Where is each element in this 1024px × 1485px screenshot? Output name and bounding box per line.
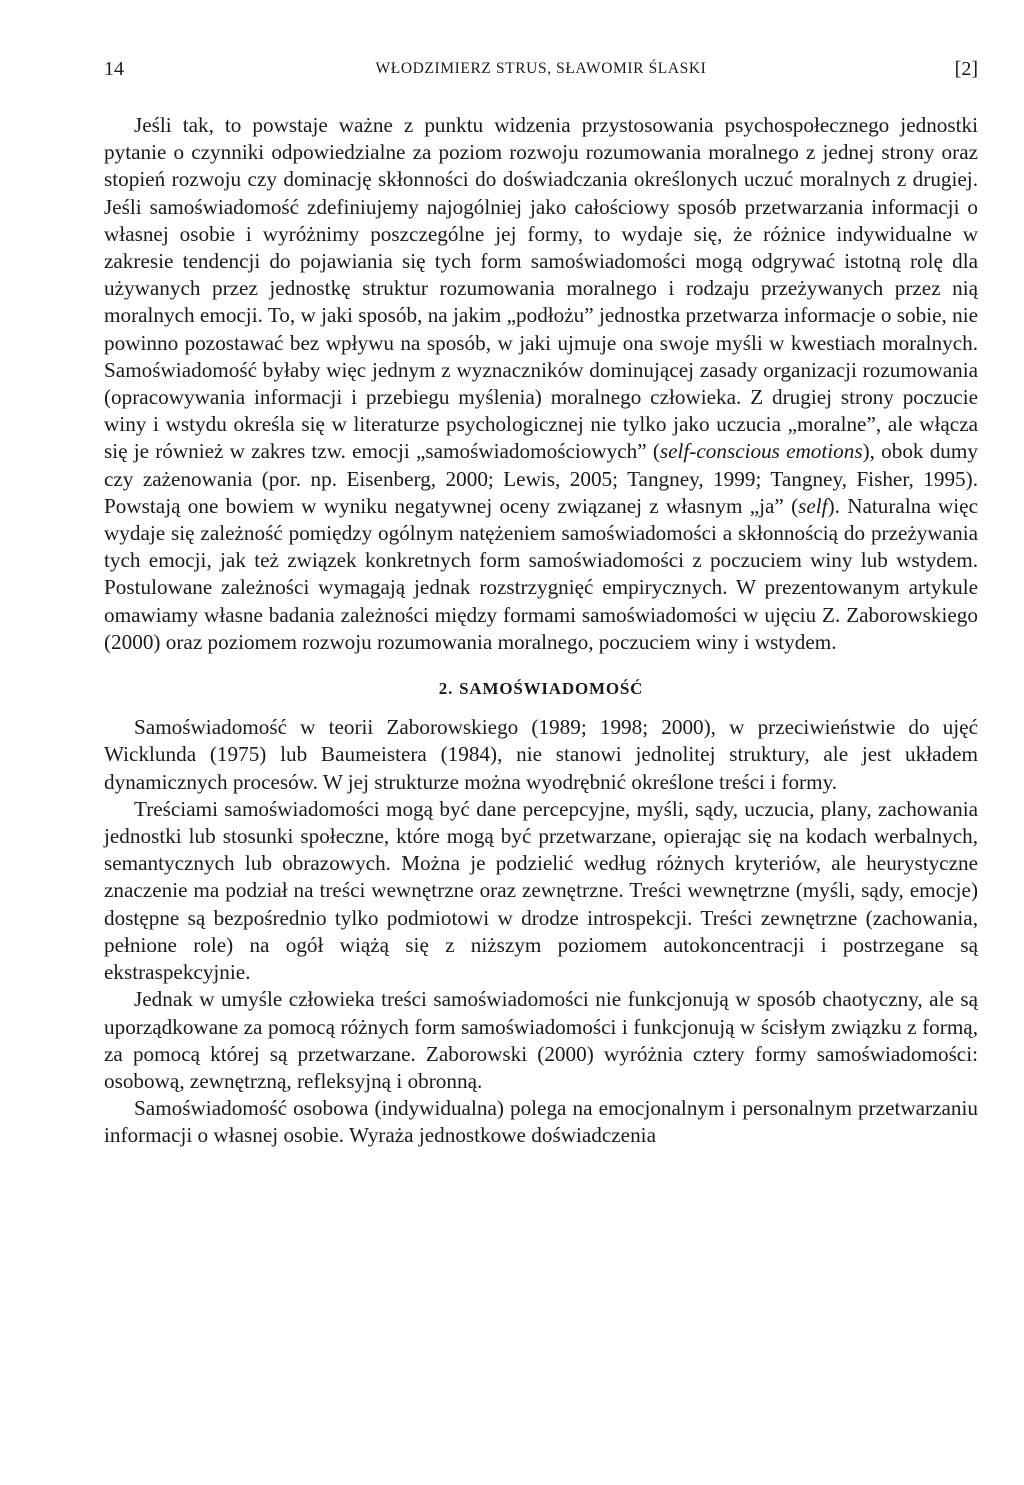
intro-paragraph: [104, 112, 978, 656]
page-number: 14: [104, 58, 124, 80]
body-text: [104, 112, 978, 1150]
intro-text-part-2: ), obok dumy czy zażenowania (por. np. Eisenberg, 2000; Lewis, 2005; Tangney, 1999; Tangney, Fisher, 1995). Powstają one bowiem w wyniku negatywnej oceny związanej z własnym „ja” (: [104, 439, 978, 518]
section-number: 2.: [438, 679, 454, 699]
section-title: SAMOŚWIADOMOŚĆ: [459, 679, 644, 699]
section-paragraph-3: Jednak w umyśle człowieka treści samoświadomości nie funkcjonują w sposób chaotyczny, ale są uporządkowane za pomocą różnych form samoświadomości i funkcjonują w ścisłym związku z formą, za pomocą której są przetwarzane. Zaborowski (2000) wyróżnia cztery formy samoświadomości: osobową, zewnętrzną, refleksyjną i obronną.: [104, 987, 978, 1093]
page: [104, 58, 978, 1150]
running-head: [104, 58, 978, 92]
intro-text-part-1: Jeśli tak, to powstaje ważne z punktu widzenia przystosowania psychospołecznego jednostki pytanie o czynniki odpowiedzialne za poziom rozwoju rozumowania moralnego z jednej strony oraz stopień rozwoju czy dominację skłonności do doświadczania określonych uczuć moralnych z drugiej. Jeśli samoświadomość zdefiniujemy najogólniej jako całościowy sposób przetwarzania informacji o własnej osobie i wyróżnimy poszczególne jej formy, to wydaje się, że różnice indywidualne w zakresie tendencji do pojawiania się tych form samoświadomości mogą odgrywać istotną rolę dla używanych przez jednostkę struktur rozumowania moralnego i rodzaju przeżywanych przez nią moralnych emocji. To, w jaki sposób, na jakim „podłożu” jednostka przetwarza informacje o sobie, nie powinno pozostawać bez wpływu na sposób, w jaki ujmuje ona swoje myśli w kwestiach moralnych. Samoświadomość byłaby więc jednym z wyznaczników dominującej zasady organizacji rozumowania (opracowywania informacji i przebiegu myślenia) moralnego człowieka. Z drugiej strony poczucie winy i wstydu określa się w literaturze psychologicznej nie tylko jako uczucia „moralne”, ale włącza się je również w zakres tzw. emocji „samoświadomościowych” (: [104, 113, 978, 464]
running-title: WŁODZIMIERZ STRUS, SŁAWOMIR ŚLASKI: [375, 60, 707, 77]
intro-italic-term-1: self-conscious emotions: [659, 439, 863, 464]
intro-italic-term-2: self: [798, 493, 828, 518]
section-reference: [2]: [954, 58, 978, 80]
section-paragraph-4: Samoświadomość osobowa (indywidualna) polega na emocjonalnym i personalnym przetwarzaniu informacji o własnej osobie. Wyraża jednostkowe doświadczenia: [104, 1096, 978, 1148]
section-heading: [104, 675, 978, 702]
section-paragraph-2: Treściami samoświadomości mogą być dane percepcyjne, myśli, sądy, uczucia, plany, zachowania jednostki lub stosunki społeczne, które mogą być przetwarzane, opierając się na kodach werbalnych, semantycznych lub obrazowych. Można je podzielić według różnych kryteriów, ale heurystyczne znaczenie ma podział na treści wewnętrzne oraz zewnętrzne. Treści wewnętrzne (myśli, sądy, emocje) dostępne są bezpośrednio tylko podmiotowi w drodze introspekcji. Treści zewnętrzne (zachowania, pełnione role) na ogół wiążą się z niższym poziomem autokoncentracji i postrzegane są ekstraspekcyjnie.: [104, 796, 978, 985]
intro-text-part-3: ). Naturalna więc wydaje się zależność pomiędzy ogólnym natężeniem samoświadomości a skłonnością do przeżywania tych emocji, jak też związek konkretnych form samoświadomości z poczuciem winy lub wstydem. Postulowane zależności wymagają jednak rozstrzygnięć empirycznych. W prezentowanym artykule omawiamy własne badania zależności między formami samoświadomości w ujęciu Z. Zaborowskiego (2000) oraz poziomem rozwoju rozumowania moralnego, poczuciem winy i wstydem.: [104, 493, 978, 654]
section-paragraph-1: Samoświadomość w teorii Zaborowskiego (1989; 1998; 2000), w przeciwieństwie do ujęć Wicklunda (1975) lub Baumeistera (1984), nie stanowi jednolitej struktury, ale jest układem dynamicznych procesów. W jej strukturze można wyodrębnić określone treści i formy.: [104, 715, 978, 794]
